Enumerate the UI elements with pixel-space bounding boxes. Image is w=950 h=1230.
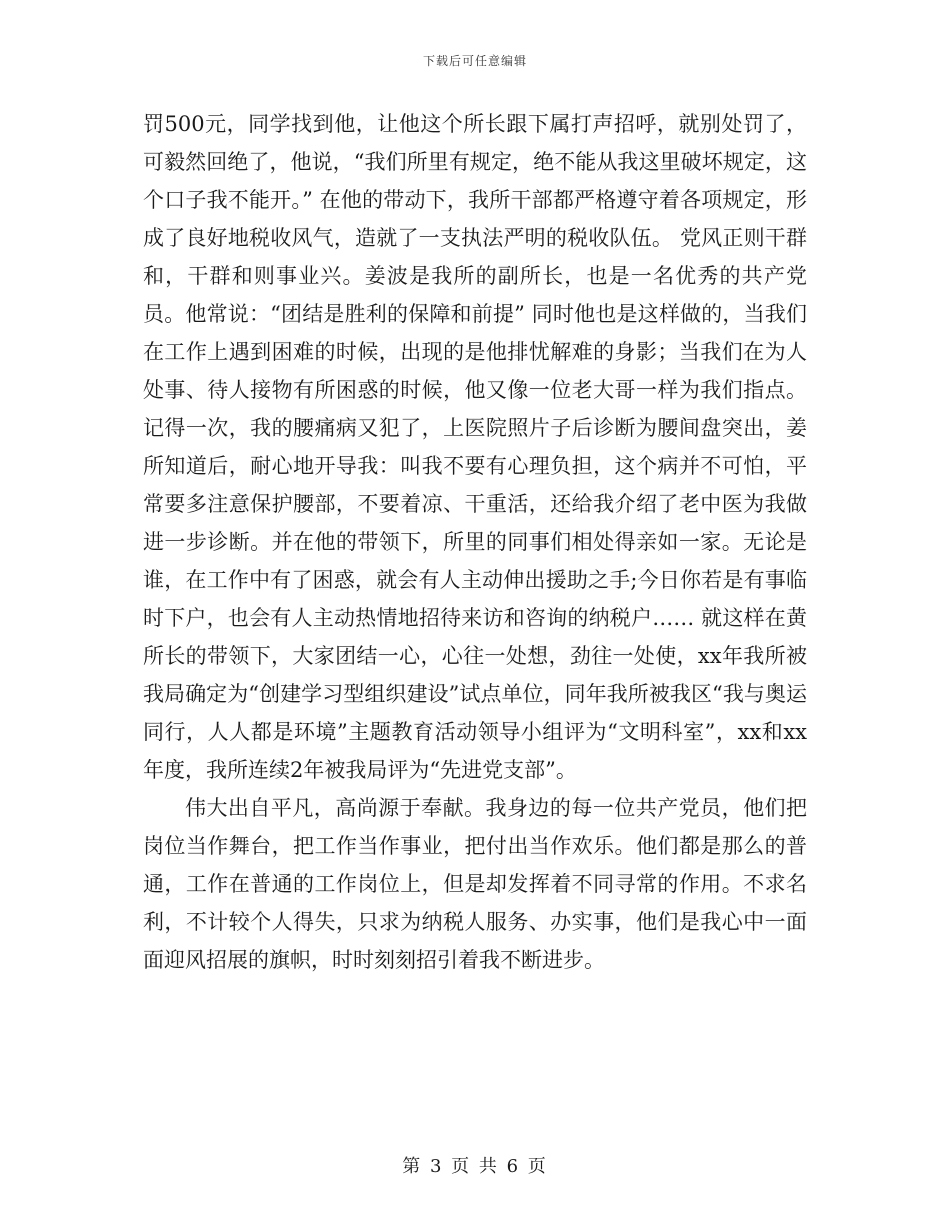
paragraph-2: 伟大出自平凡，高尚源于奉献。我身边的每一位共产党员，他们把岗位当作舞台，把工作当作事业，把付出当作欢乐。他们都是那么的普通，工作在普通的工作岗位上，但是却发挥着不同寻常的作用。不求名利，不计较个人得失，只求为纳税人服务、办实事，他们是我心中一面面迎风招展的旗帜，时时刻刻招引着我不断进步。 <box>143 796 807 972</box>
page-number-footer: 第 3 页 共 6 页 <box>402 1156 548 1177</box>
paragraph-1: 罚500元，同学找到他，让他这个所长跟下属打声招呼，就别处罚了，可毅然回绝了，他说，“我们所里有规定，绝不能从我这里破坏规定，这个口子我不能开。” 在他的带动下，我所干部都严格遵守着各项规定，形成了良好地税收风气，造就了一支执法严明的税收队伍。 党风正则干群和，干群和则事业兴。姜波是我所的副所长，也是一名优秀的共产党员。他常说：“团结是胜利的保障和前提” 同时他也是这样做的，当我们在工作上遇到困难的时候，出现的是他排忧解难的身影；当我们在为人处事、待人接物有所困惑的时候，他又像一位老大哥一样为我们指点。记得一次，我的腰痛病又犯了，上医院照片子后诊断为腰间盘突出，姜所知道后，耐心地开导我：叫我不要有心理负担，这个病并不可怕，平常要多注意保护腰部，不要着凉、干重活，还给我介绍了老中医为我做进一步诊断。并在他的带领下，所里的同事们相处得亲如一家。无论是谁，在工作中有了困惑，就会有人主动伸出援助之手;今日你若是有事临时下户，也会有人主动热情地招待来访和咨询的纳税户…… 就这样在黄所长的带领下，大家团结一心，心往一处想，劲往一处使，xx年我所被我局确定为“创建学习型组织建设”试点单位，同年我所被我区“我与奥运同行，人人都是环境”主题教育活动领导小组评为“文明科室”，xx和xx年度，我所连续2年被我局评为“先进党支部”。 <box>143 112 807 782</box>
header-note: 下载后可任意编辑 <box>422 54 527 68</box>
body-text <box>143 105 807 979</box>
